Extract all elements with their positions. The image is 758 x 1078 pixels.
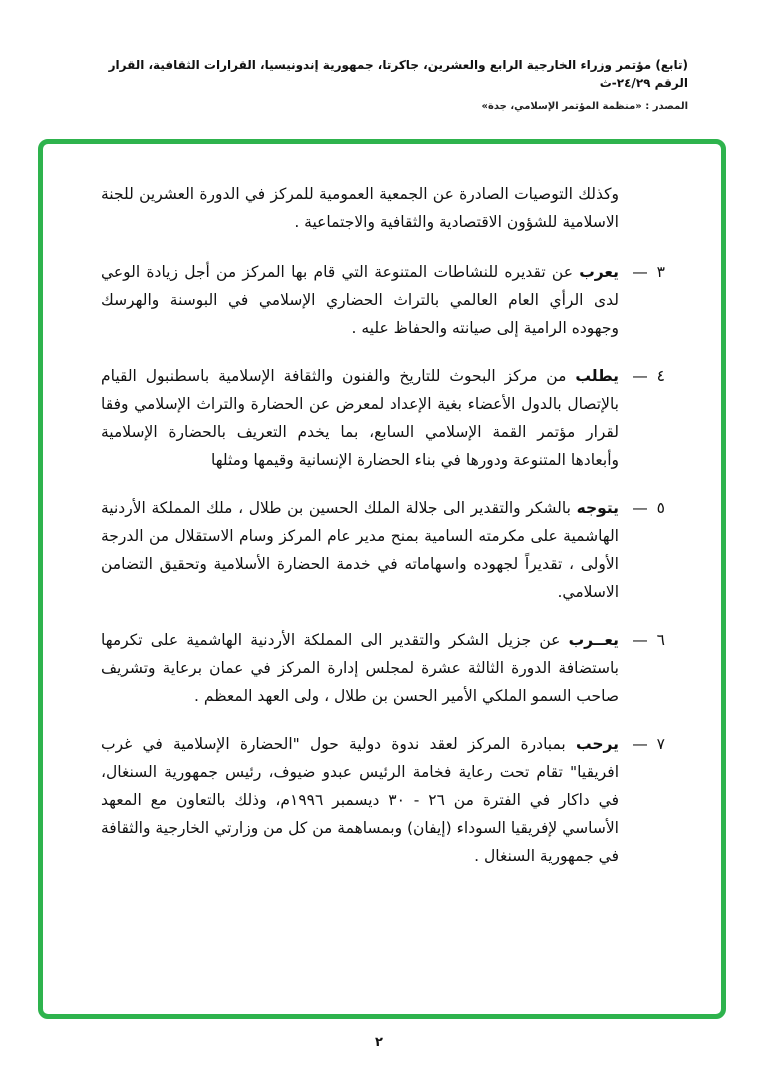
item-dash: — xyxy=(632,735,648,753)
source-line: المصدر : «منظمة المؤتمر الإسلامي، جدة» xyxy=(481,101,688,112)
item-lead-word: يطلب xyxy=(575,367,619,385)
item-marker xyxy=(631,730,665,870)
item-text xyxy=(101,494,619,606)
item-number: ٧ xyxy=(656,735,665,753)
item-marker xyxy=(631,494,665,606)
item-lead-word: يتوجه xyxy=(576,499,619,517)
item-marker xyxy=(631,626,665,710)
resolution-item-3 xyxy=(101,258,665,342)
content-border-box xyxy=(38,139,726,1019)
item-text xyxy=(101,730,619,870)
item-lead-word: يرحب xyxy=(575,735,619,753)
page-number: ٢ xyxy=(375,1035,383,1050)
item-body-text: عن جزيل الشكر والتقدير الى المملكة الأردنية الهاشمية على تكرمها باستضافة الدورة الثالثة عشرة لمجلس إدارة المركز في عمان برعاية وتشريف صاحب السمو الملكي الأمير الحسن بن طلال ، ولى العهد المعظم . xyxy=(101,631,619,705)
item-lead-word: يعــرب xyxy=(568,631,619,649)
item-lead-word: يعرب xyxy=(579,263,619,281)
item-dash: — xyxy=(632,631,648,649)
item-body-text: بمبادرة المركز لعقد ندوة دولية حول "الحضارة الإسلامية في غرب افريقيا" تقام تحت رعاية فخامة الرئيس عبدو ضيوف، رئيس جمهورية السنغال، في داكار في الفترة من ٢٦ - ٣٠ ديسمبر ١٩٩٦م، وذلك بالتعاون مع المعهد الأساسي لإفريقيا السوداء (إيفان) وبمساهمة من كل من وزارتي الخارجية والثقافة في جمهورية السنغال . xyxy=(101,735,619,865)
item-text xyxy=(101,626,619,710)
item-text xyxy=(101,362,619,474)
resolution-item-6 xyxy=(101,626,665,710)
intro-paragraph: وكذلك التوصيات الصادرة عن الجمعية العمومية للمركز في الدورة العشرين للجنة الاسلامية للشؤون الاقتصادية والثقافية والاجتماعية . xyxy=(101,185,619,231)
item-number: ٤ xyxy=(656,367,665,385)
item-dash: — xyxy=(632,263,648,281)
item-marker xyxy=(631,362,665,474)
item-body-text: من مركز البحوث للتاريخ والفنون والثقافة الإسلامية باسطنبول القيام بالإتصال بالدول الأعضاء بغية الإعداد لمعرض عن الحضارة والتراث الإسلامي وفقا لقرار مؤتمر القمة الإسلامي السابع، بما يخدم التعريف بالحضارة الإسلامية وأبعادها المتنوعة ودورها في بناء الحضارة الإنسانية وقيمها ومثلها xyxy=(101,367,619,469)
page-header xyxy=(78,56,688,112)
item-marker xyxy=(631,258,665,342)
item-body-text: بالشكر والتقدير الى جلالة الملك الحسين بن طلال ، ملك المملكة الأردنية الهاشمية على مكرمته السامية بمنح مدير عام المركز وسام الاستقلال من الدرجة الأولى ، تقديراً لجهوده واسهاماته في خدمة الحضارة الأسلامية وتحقيق التضامن الاسلامي. xyxy=(101,499,619,601)
page-footer xyxy=(0,1035,758,1050)
item-body-text: عن تقديره للنشاطات المتنوعة التي قام بها المركز من أجل زيادة الوعي لدى الرأي العام العالمي بالتراث الحضاري الإسلامي في البوسنة والهرسك وجهوده الرامية إلى صيانته والحفاظ عليه . xyxy=(101,263,619,337)
document-title: (تابع) مؤتمر وزراء الخارجية الرابع والعشرين، جاكرتا، جمهورية إندونيسيا، القرارات الثقافية، القرار الرقم ٢٤/٢٩-ث xyxy=(108,58,688,90)
item-dash: — xyxy=(632,499,648,517)
item-number: ٥ xyxy=(656,499,665,517)
item-dash: — xyxy=(632,367,648,385)
resolution-item-4 xyxy=(101,362,665,474)
item-text xyxy=(101,258,619,342)
resolution-item-5 xyxy=(101,494,665,606)
resolution-item-7 xyxy=(101,730,665,870)
item-number: ٦ xyxy=(656,631,665,649)
item-number: ٣ xyxy=(656,263,665,281)
